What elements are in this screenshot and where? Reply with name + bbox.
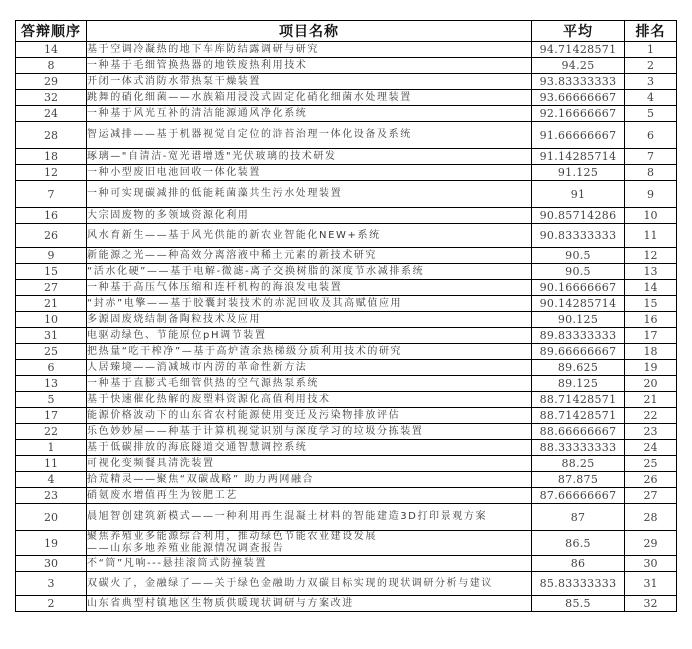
cell-project-name (87, 531, 532, 556)
project-name-line: 新能源之光——种高效分离溶液中稀土元素的新技术研究 (87, 249, 377, 261)
cell-rank: 6 (625, 122, 677, 149)
cell-project-name (87, 408, 532, 424)
cell-rank: 4 (625, 90, 677, 106)
cell-project-name (87, 208, 532, 224)
table-row (16, 264, 677, 280)
cell-order: 12 (16, 165, 87, 181)
table-row (16, 472, 677, 488)
project-name-line: 多源固废烧结制备陶粒技术及应用 (87, 313, 261, 325)
cell-project-name (87, 376, 532, 392)
project-name-line: 一种可实现碳减排的低能耗菌藻共生污水处理装置 (87, 188, 343, 199)
table-row (16, 312, 677, 328)
cell-order: 1 (16, 440, 87, 456)
cell-project-name (87, 181, 532, 208)
cell-rank: 16 (625, 312, 677, 328)
cell-project-name (87, 328, 532, 344)
cell-rank: 18 (625, 344, 677, 360)
cell-order: 24 (16, 106, 87, 122)
cell-project-name (87, 556, 532, 572)
cell-rank: 25 (625, 456, 677, 472)
cell-order: 2 (16, 596, 87, 612)
cell-rank: 26 (625, 472, 677, 488)
cell-project-name (87, 424, 532, 440)
project-name-line: 大宗固废物的多领域资源化利用 (87, 209, 250, 221)
cell-average: 85.5 (532, 596, 625, 612)
cell-average: 90.83333333 (532, 224, 625, 248)
cell-order: 17 (16, 408, 87, 424)
project-name-line: 拾荒精灵——聚焦“双碳战略” 助力两网融合 (87, 473, 315, 485)
cell-order: 20 (16, 504, 87, 531)
project-name-line: 不“筒”凡响---悬挂滚筒式防撞装置 (87, 557, 267, 569)
table-row (16, 149, 677, 165)
cell-order: 11 (16, 456, 87, 472)
table-row (16, 376, 677, 392)
table-row (16, 58, 677, 74)
table-row (16, 360, 677, 376)
cell-order: 18 (16, 149, 87, 165)
cell-rank: 23 (625, 424, 677, 440)
cell-rank: 5 (625, 106, 677, 122)
table-row (16, 248, 677, 264)
table-body (16, 42, 677, 612)
cell-project-name (87, 74, 532, 90)
cell-rank: 1 (625, 42, 677, 58)
table-row (16, 440, 677, 456)
table-row (16, 208, 677, 224)
project-name-line: 能源价格波动下的山东省农村能源使用变迁及污染物排放评估 (87, 409, 401, 421)
cell-average: 92.16666667 (532, 106, 625, 122)
cell-project-name (87, 504, 532, 531)
cell-average: 87.66666667 (532, 488, 625, 504)
table-row (16, 488, 677, 504)
table-row (16, 106, 677, 122)
cell-rank: 10 (625, 208, 677, 224)
cell-average: 89.125 (532, 376, 625, 392)
cell-average: 86.5 (532, 531, 625, 556)
project-name-line: 聚焦养殖业多能源综合利用，推动绿色节能农业建设发展 (87, 531, 377, 542)
cell-project-name (87, 165, 532, 181)
cell-average: 90.85714286 (532, 208, 625, 224)
cell-rank: 3 (625, 74, 677, 90)
cell-project-name (87, 224, 532, 248)
project-name-line: “活水化硬”——基于电解-微滤-离子交换树脂的深度节水减排系统 (87, 265, 425, 277)
cell-rank: 8 (625, 165, 677, 181)
cell-project-name (87, 440, 532, 456)
project-name-line: 山东省典型村镇地区生物质供暖现状调研与方案改进 (87, 597, 354, 609)
table-row (16, 224, 677, 248)
table-row (16, 504, 677, 531)
project-name-line: 一种小型废旧电池回收一体化装置 (87, 166, 261, 178)
cell-order: 31 (16, 328, 87, 344)
table-row (16, 328, 677, 344)
cell-average: 88.66666667 (532, 424, 625, 440)
cell-project-name (87, 296, 532, 312)
cell-average: 88.33333333 (532, 440, 625, 456)
cell-project-name (87, 90, 532, 106)
table-row (16, 122, 677, 149)
project-name-line: 一种基于高压气体压缩和连杆机构的海浪发电装置 (87, 281, 343, 293)
cell-average: 89.66666667 (532, 344, 625, 360)
cell-average: 90.5 (532, 264, 625, 280)
cell-average: 91.125 (532, 165, 625, 181)
cell-rank: 31 (625, 572, 677, 596)
project-name-line: 双碳火了，金融绿了——关于绿色金融助力双碳目标实现的现状调研分析与建议 (87, 577, 493, 589)
cell-rank: 2 (625, 58, 677, 74)
project-name-line: 一种基于风光互补的清洁能源通风净化系统 (87, 107, 308, 119)
cell-order: 4 (16, 472, 87, 488)
table-row (16, 280, 677, 296)
cell-average: 88.71428571 (532, 408, 625, 424)
cell-rank: 9 (625, 181, 677, 208)
cell-project-name (87, 572, 532, 596)
cell-average: 90.125 (532, 312, 625, 328)
cell-order: 27 (16, 280, 87, 296)
project-name-line: 可视化变频餐具清洗装置 (87, 457, 215, 469)
table-row (16, 344, 677, 360)
project-name-line: 一种基于毛细管换热器的地铁废热利用技术 (87, 59, 308, 71)
header-average: 平均 (532, 21, 625, 42)
cell-order: 30 (16, 556, 87, 572)
cell-average: 94.25 (532, 58, 625, 74)
cell-project-name (87, 392, 532, 408)
cell-rank: 32 (625, 596, 677, 612)
cell-rank: 13 (625, 264, 677, 280)
cell-order: 14 (16, 42, 87, 58)
cell-rank: 22 (625, 408, 677, 424)
cell-average: 93.66666667 (532, 90, 625, 106)
cell-rank: 21 (625, 392, 677, 408)
cell-order: 19 (16, 531, 87, 556)
cell-order: 15 (16, 264, 87, 280)
cell-average: 87 (532, 504, 625, 531)
cell-average: 94.71428571 (532, 42, 625, 58)
cell-average: 87.875 (532, 472, 625, 488)
table-row (16, 408, 677, 424)
table-row (16, 531, 677, 556)
table-row (16, 572, 677, 596)
project-name-line: 基于低碳排放的海底隧道交通智慧调控系统 (87, 441, 308, 453)
cell-order: 25 (16, 344, 87, 360)
cell-rank: 15 (625, 296, 677, 312)
cell-rank: 12 (625, 248, 677, 264)
table-row (16, 296, 677, 312)
cell-project-name (87, 264, 532, 280)
cell-rank: 17 (625, 328, 677, 344)
cell-project-name (87, 472, 532, 488)
cell-rank: 29 (625, 531, 677, 556)
project-name-line: 一种基于直膨式毛细管供热的空气源热泵系统 (87, 377, 319, 389)
project-name-line: 智运减排——基于机器视觉自定位的浒苔治理一体化设备及系统 (87, 129, 412, 140)
cell-project-name (87, 248, 532, 264)
cell-project-name (87, 596, 532, 612)
cell-rank: 11 (625, 224, 677, 248)
cell-average: 89.625 (532, 360, 625, 376)
cell-rank: 27 (625, 488, 677, 504)
table-row (16, 42, 677, 58)
cell-average: 91.66666667 (532, 122, 625, 149)
cell-average: 93.83333333 (532, 74, 625, 90)
header-row (16, 21, 677, 42)
cell-rank: 20 (625, 376, 677, 392)
cell-average: 91 (532, 181, 625, 208)
project-name-line: 乐色妙妙屋——种基于计算机视觉识别与深度学习的垃圾分拣装置 (87, 425, 424, 437)
cell-project-name (87, 280, 532, 296)
cell-order: 16 (16, 208, 87, 224)
header-order: 答辩顺序 (16, 21, 87, 42)
cell-order: 23 (16, 488, 87, 504)
cell-rank: 19 (625, 360, 677, 376)
header-name: 项目名称 (87, 21, 532, 42)
cell-order: 8 (16, 58, 87, 74)
cell-project-name (87, 312, 532, 328)
cell-rank: 30 (625, 556, 677, 572)
project-name-line: “封赤”电擎——基于胶囊封装技术的赤泥回收及其高赋值应用 (87, 297, 403, 309)
cell-average: 86 (532, 556, 625, 572)
cell-project-name (87, 42, 532, 58)
project-name-line: 琢璃—"自清洁-宽光谱增透"光伏玻璃的技术研发 (87, 150, 337, 162)
cell-project-name (87, 488, 532, 504)
cell-order: 3 (16, 572, 87, 596)
cell-order: 10 (16, 312, 87, 328)
project-name-line: 跳舞的硝化细菌——水族箱用浸没式固定化硝化细菌水处理装置 (87, 91, 412, 103)
cell-average: 90.16666667 (532, 280, 625, 296)
table-row (16, 596, 677, 612)
header-rank: 排名 (625, 21, 677, 42)
cell-project-name (87, 149, 532, 165)
cell-order: 6 (16, 360, 87, 376)
cell-order: 9 (16, 248, 87, 264)
cell-order: 29 (16, 74, 87, 90)
cell-order: 28 (16, 122, 87, 149)
project-name-line: 风水育新生——基于风光供能的新农业智能化NEW+系统 (87, 229, 381, 241)
table-row (16, 456, 677, 472)
cell-order: 22 (16, 424, 87, 440)
table-row (16, 424, 677, 440)
project-name-line: 基于空调冷凝热的地下车库防结露调研与研究 (87, 43, 319, 55)
cell-project-name (87, 360, 532, 376)
cell-average: 90.14285714 (532, 296, 625, 312)
cell-order: 13 (16, 376, 87, 392)
cell-project-name (87, 58, 532, 74)
project-name-line: 硝氨废水增值再生为铵肥工艺 (87, 489, 238, 501)
project-name-line: 人居臻境——消减城市内涝的革命性新方法 (87, 361, 308, 373)
project-name-line: 把热量“吃干榨净”—基于高炉渣余热梯级分质利用技术的研究 (87, 345, 403, 357)
cell-rank: 24 (625, 440, 677, 456)
cell-order: 7 (16, 181, 87, 208)
cell-rank: 14 (625, 280, 677, 296)
project-name-line: 开闭一体式消防水带热泵干燥装置 (87, 75, 261, 87)
cell-order: 21 (16, 296, 87, 312)
cell-project-name (87, 344, 532, 360)
cell-average: 91.14285714 (532, 149, 625, 165)
table-row (16, 165, 677, 181)
project-name-line: 电驱动绿色、节能原位pH调节装置 (87, 329, 267, 341)
cell-project-name (87, 122, 532, 149)
cell-project-name (87, 456, 532, 472)
cell-rank: 7 (625, 149, 677, 165)
cell-project-name (87, 106, 532, 122)
table-row (16, 74, 677, 90)
ranking-table (15, 20, 677, 612)
cell-average: 89.83333333 (532, 328, 625, 344)
table-row (16, 392, 677, 408)
table-row (16, 181, 677, 208)
cell-average: 90.5 (532, 248, 625, 264)
cell-order: 5 (16, 392, 87, 408)
cell-rank: 28 (625, 504, 677, 531)
project-name-line: 基于快速催化热解的废塑料资源化高值利用技术 (87, 393, 331, 405)
table-row (16, 556, 677, 572)
cell-average: 88.71428571 (532, 392, 625, 408)
cell-order: 26 (16, 224, 87, 248)
table-row (16, 90, 677, 106)
project-name-line: 晨旭智创建筑新模式——一种利用再生混凝土材料的智能建造3D打印景观方案 (87, 511, 488, 522)
cell-order: 32 (16, 90, 87, 106)
cell-average: 88.25 (532, 456, 625, 472)
project-name-subtitle: ——山东多地养殖业能源情况调查报告 (87, 543, 285, 554)
cell-average: 85.83333333 (532, 572, 625, 596)
